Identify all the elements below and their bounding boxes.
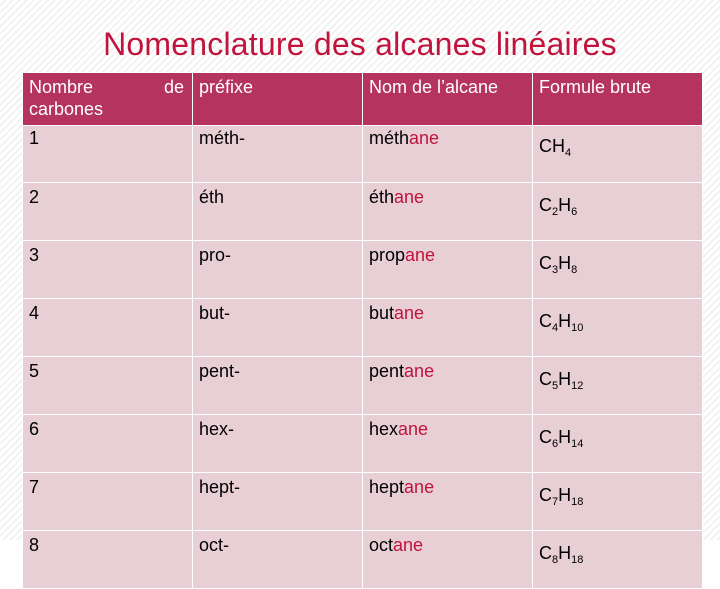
cell-prefix	[193, 299, 363, 357]
cell-carbon-number	[23, 415, 193, 473]
cell-alkane-name	[363, 531, 533, 589]
header-prefixe: préfixe	[193, 73, 363, 126]
hydrogen-count: 18	[571, 554, 584, 566]
cell-alkane-name	[363, 415, 533, 473]
table-row	[23, 357, 703, 415]
table-row	[23, 126, 703, 183]
hydrogen-count: 6	[571, 206, 578, 218]
carbon-number: 6	[29, 419, 40, 439]
slide-title: Nomenclature des alcanes linéaires	[103, 26, 617, 62]
formula-h: H	[558, 311, 572, 331]
prefix-text: éth	[199, 187, 225, 207]
cell-formula	[533, 531, 703, 589]
alkane-stem: méth	[369, 128, 410, 148]
alkane-stem: oct	[369, 535, 394, 555]
prefix-text: pent-	[199, 361, 241, 381]
cell-alkane-name	[363, 299, 533, 357]
alkane-suffix: ane	[398, 419, 429, 439]
cell-prefix	[193, 531, 363, 589]
formula-h: H	[552, 136, 565, 156]
header-de-word: de	[163, 77, 184, 97]
cell-formula	[533, 357, 703, 415]
header-carbones-word: carbones	[29, 99, 104, 119]
prefix-text: méth-	[199, 128, 246, 148]
cell-alkane-name	[363, 126, 533, 183]
table-row	[23, 241, 703, 299]
alkane-stem: prop	[369, 245, 406, 265]
formula-c: C	[539, 427, 552, 447]
cell-alkane-name	[363, 473, 533, 531]
header-nombre-word: Nombre	[29, 77, 94, 97]
hydrogen-count: 10	[571, 322, 584, 334]
carbon-count: 7	[552, 496, 559, 508]
cell-formula	[533, 126, 703, 183]
cell-carbon-number	[23, 531, 193, 589]
carbon-count: 2	[552, 206, 559, 218]
cell-carbon-number	[23, 126, 193, 183]
carbon-count: 4	[552, 322, 559, 334]
table-row	[23, 473, 703, 531]
formula-h: H	[558, 195, 572, 215]
carbon-number: 3	[29, 245, 40, 265]
cell-alkane-name	[363, 183, 533, 241]
cell-carbon-number	[23, 241, 193, 299]
cell-carbon-number	[23, 473, 193, 531]
cell-prefix	[193, 357, 363, 415]
formula-c: C	[539, 136, 552, 156]
alkane-stem: pent	[369, 361, 405, 381]
header-nom-alcane: Nom de l’alcane	[363, 73, 533, 126]
alkane-suffix: ane	[394, 303, 425, 323]
cell-formula	[533, 473, 703, 531]
hydrogen-count: 18	[571, 496, 584, 508]
carbon-number: 1	[29, 128, 40, 148]
alkane-suffix: ane	[404, 477, 435, 497]
prefix-text: oct-	[199, 535, 230, 555]
header-formule-brute: Formule brute	[533, 73, 703, 126]
header-nombre-carbones	[23, 73, 193, 126]
carbon-count: 8	[552, 554, 559, 566]
carbon-number: 7	[29, 477, 40, 497]
alkane-stem: but	[369, 303, 395, 323]
formula-h: H	[558, 543, 572, 563]
formula-c: C	[539, 485, 552, 505]
table-row	[23, 415, 703, 473]
cell-prefix	[193, 126, 363, 183]
formula-h: H	[558, 485, 572, 505]
prefix-text: pro-	[199, 245, 232, 265]
alkane-suffix: ane	[409, 128, 440, 148]
formula-c: C	[539, 253, 552, 273]
table-header-row	[23, 73, 703, 126]
cell-carbon-number	[23, 357, 193, 415]
alkane-stem: hept	[369, 477, 405, 497]
alkane-stem: hex	[369, 419, 399, 439]
cell-prefix	[193, 241, 363, 299]
formula-c: C	[539, 311, 552, 331]
carbon-count: 6	[552, 438, 559, 450]
alkane-suffix: ane	[405, 245, 436, 265]
cell-carbon-number	[23, 183, 193, 241]
formula-c: C	[539, 369, 552, 389]
cell-formula	[533, 241, 703, 299]
prefix-text: hept-	[199, 477, 241, 497]
carbon-number: 8	[29, 535, 40, 555]
cell-prefix	[193, 183, 363, 241]
table-row	[23, 183, 703, 241]
cell-formula	[533, 183, 703, 241]
cell-prefix	[193, 473, 363, 531]
formula-h: H	[558, 427, 572, 447]
table-row	[23, 299, 703, 357]
cell-prefix	[193, 415, 363, 473]
cell-formula	[533, 299, 703, 357]
carbon-number: 4	[29, 303, 40, 323]
cell-carbon-number	[23, 299, 193, 357]
hydrogen-count: 4	[565, 147, 572, 159]
formula-h: H	[558, 253, 572, 273]
cell-formula	[533, 415, 703, 473]
alkane-suffix: ane	[394, 187, 425, 207]
carbon-count: 3	[552, 264, 559, 276]
prefix-text: but-	[199, 303, 231, 323]
alkane-table	[22, 72, 703, 589]
formula-c: C	[539, 543, 552, 563]
formula-h: H	[558, 369, 572, 389]
carbon-count: 5	[552, 380, 559, 392]
prefix-text: hex-	[199, 419, 235, 439]
cell-alkane-name	[363, 357, 533, 415]
hydrogen-count: 8	[571, 264, 578, 276]
alkane-suffix: ane	[393, 535, 424, 555]
hydrogen-count: 12	[571, 380, 584, 392]
table-row	[23, 531, 703, 589]
formula-c: C	[539, 195, 552, 215]
hydrogen-count: 14	[571, 438, 584, 450]
alkane-stem: éth	[369, 187, 395, 207]
carbon-number: 2	[29, 187, 40, 207]
carbon-number: 5	[29, 361, 40, 381]
cell-alkane-name	[363, 241, 533, 299]
alkane-suffix: ane	[404, 361, 435, 381]
